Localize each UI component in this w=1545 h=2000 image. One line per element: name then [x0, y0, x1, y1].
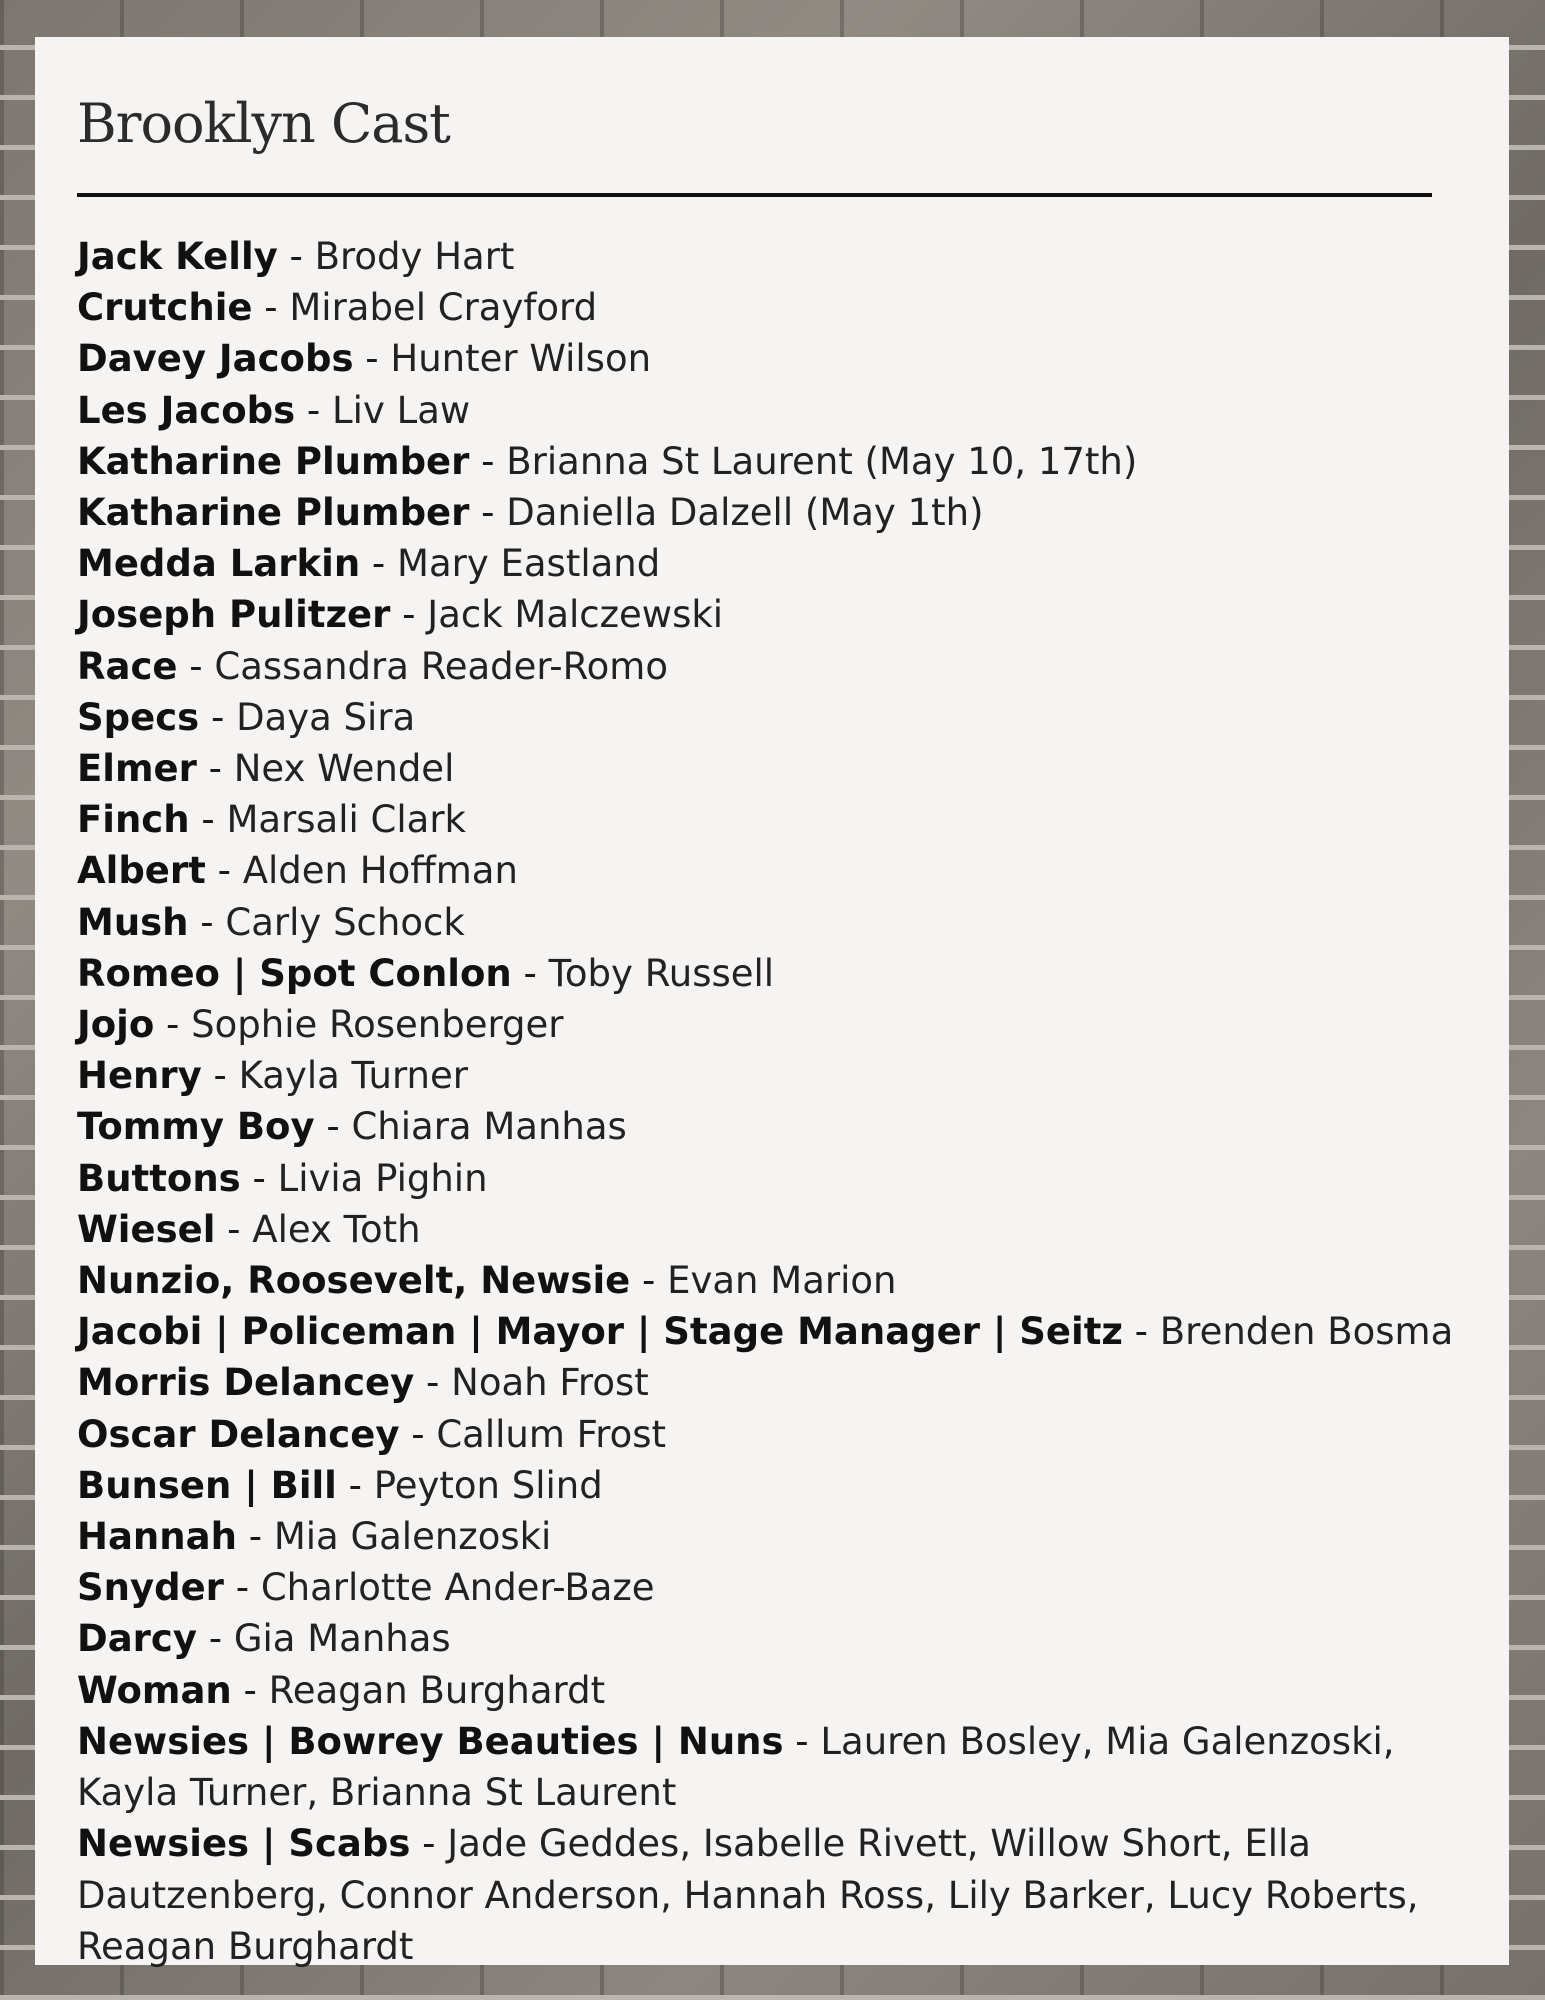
- actor-name: Gia Manhas: [233, 1617, 451, 1661]
- cast-entry: [77, 1050, 1477, 1101]
- role-name: Elmer: [77, 747, 197, 791]
- cast-entry: [77, 897, 1477, 948]
- actor-name: Alden Hoffman: [242, 849, 518, 893]
- cast-entry: [77, 743, 1477, 794]
- role-actor-separator: -: [189, 798, 227, 842]
- role-name: Joseph Pulitzer: [77, 593, 391, 637]
- role-name: Wiesel: [77, 1207, 216, 1251]
- role-actor-separator: -: [414, 1361, 452, 1405]
- actor-name: Alex Toth: [252, 1207, 421, 1251]
- role-name: Buttons: [77, 1156, 241, 1200]
- role-name: Henry: [77, 1054, 202, 1098]
- role-name: Crutchie: [77, 286, 253, 330]
- role-actor-separator: -: [390, 593, 428, 637]
- role-name: Woman: [77, 1668, 232, 1712]
- cast-entry: [77, 1204, 1477, 1255]
- role-actor-separator: -: [277, 235, 315, 278]
- cast-entry: [77, 1716, 1477, 1818]
- role-name: Albert: [77, 849, 206, 893]
- actor-name: Mia Galenzoski: [273, 1515, 552, 1559]
- cast-entry: [77, 1511, 1477, 1562]
- role-name: Snyder: [77, 1566, 224, 1610]
- role-actor-separator: -: [215, 1207, 253, 1251]
- role-actor-separator: -: [511, 951, 549, 995]
- role-name: Race: [77, 644, 178, 688]
- actor-name: Charlotte Ander-Baze: [260, 1566, 655, 1610]
- actor-name: Peyton Slind: [373, 1463, 603, 1507]
- role-actor-separator: -: [360, 542, 398, 586]
- role-name: Specs: [77, 695, 200, 739]
- cast-entry: [77, 845, 1477, 896]
- role-name: Nunzio, Roosevelt, Newsie: [77, 1259, 631, 1303]
- cast-entry: [77, 282, 1477, 333]
- role-actor-separator: -: [223, 1566, 261, 1610]
- role-actor-separator: -: [236, 1515, 274, 1559]
- cast-entry: [77, 1562, 1477, 1613]
- role-actor-separator: -: [783, 1719, 821, 1763]
- actor-name: Brody Hart: [314, 235, 515, 278]
- cast-sheet: [35, 37, 1509, 1968]
- role-name: Romeo | Spot Conlon: [77, 951, 512, 995]
- cast-entry: [77, 641, 1477, 692]
- cast-entry: [77, 436, 1477, 487]
- actor-name: Kayla Turner: [238, 1054, 468, 1098]
- cast-entry: [77, 589, 1477, 640]
- cast-entry: [77, 1255, 1477, 1306]
- role-name: Medda Larkin: [77, 542, 361, 586]
- role-name: Jacobi | Policeman | Mayor | Stage Manager | Seitz: [77, 1310, 1123, 1354]
- role-actor-separator: -: [295, 388, 333, 432]
- cast-entry: [77, 231, 1477, 282]
- actor-name: Lauren Bosley, Mia Galenzoski, Kayla Turner, Brianna St Laurent: [77, 1719, 1395, 1815]
- role-actor-separator: -: [336, 1463, 374, 1507]
- role-actor-separator: -: [630, 1259, 668, 1303]
- role-name: Les Jacobs: [77, 388, 296, 432]
- role-actor-separator: -: [469, 491, 507, 535]
- role-actor-separator: -: [314, 1105, 352, 1149]
- title-divider: [77, 193, 1432, 197]
- role-name: Newsies | Bowrey Beauties | Nuns: [77, 1719, 784, 1763]
- role-name: Morris Delancey: [77, 1361, 415, 1405]
- actor-name: Hunter Wilson: [390, 337, 652, 381]
- cast-entry: [77, 999, 1477, 1050]
- role-actor-separator: -: [231, 1668, 269, 1712]
- actor-name: Jade Geddes, Isabelle Rivett, Willow Short, Ella Dautzenberg, Connor Anderson, Hannah Ross, Lily Barker, Lucy Roberts, Reagan Burghardt: [77, 1822, 1419, 1968]
- cast-entry: [77, 385, 1477, 436]
- role-actor-separator: -: [154, 1003, 192, 1047]
- role-name: Darcy: [77, 1617, 197, 1661]
- actor-name: Mirabel Crayford: [289, 286, 598, 330]
- actor-name: Carly Schock: [225, 900, 465, 944]
- role-name: Jack Kelly: [77, 235, 278, 278]
- page-title: Brooklyn Cast: [77, 92, 450, 155]
- role-name: Davey Jacobs: [77, 337, 354, 381]
- role-actor-separator: -: [201, 1054, 239, 1098]
- role-actor-separator: -: [353, 337, 391, 381]
- role-actor-separator: -: [196, 747, 234, 791]
- role-actor-separator: -: [410, 1822, 448, 1866]
- role-name: Oscar Delancey: [77, 1412, 400, 1456]
- actor-name: Jack Malczewski: [427, 593, 724, 637]
- actor-name: Callum Frost: [436, 1412, 667, 1456]
- cast-entry: [77, 1357, 1477, 1408]
- role-actor-separator: -: [196, 1617, 234, 1661]
- cast-entry: [77, 1613, 1477, 1664]
- role-name: Finch: [77, 798, 190, 842]
- role-name: Bunsen | Bill: [77, 1463, 337, 1507]
- cast-entry: [77, 692, 1477, 743]
- role-actor-separator: -: [252, 286, 290, 330]
- actor-name: Mary Eastland: [397, 542, 661, 586]
- role-name: Jojo: [77, 1003, 155, 1047]
- actor-name: Sophie Rosenberger: [191, 1003, 564, 1047]
- actor-name: Cassandra Reader-Romo: [214, 644, 668, 688]
- actor-name: Chiara Manhas: [351, 1105, 627, 1149]
- actor-name: Brenden Bosma: [1159, 1310, 1454, 1354]
- actor-name: Evan Marion: [667, 1259, 897, 1303]
- actor-name: Marsali Clark: [226, 798, 466, 842]
- cast-entry: [77, 333, 1477, 384]
- role-actor-separator: -: [177, 644, 215, 688]
- cast-entry: [77, 1153, 1477, 1204]
- actor-name: Noah Frost: [451, 1361, 649, 1405]
- actor-name: Daniella Dalzell (May 1th): [506, 491, 984, 535]
- actor-name: Nex Wendel: [233, 747, 455, 791]
- cast-entry: [77, 1409, 1477, 1460]
- cast-entry: [77, 538, 1477, 589]
- role-actor-separator: -: [399, 1412, 437, 1456]
- actor-name: Liv Law: [332, 388, 471, 432]
- role-name: Mush: [77, 900, 189, 944]
- role-actor-separator: -: [188, 900, 226, 944]
- cast-list: [77, 231, 1477, 1972]
- actor-name: Brianna St Laurent (May 10, 17th): [506, 439, 1138, 483]
- cast-entry: [77, 794, 1477, 845]
- actor-name: Daya Sira: [236, 695, 416, 739]
- cast-entry: [77, 1818, 1477, 1972]
- actor-name: Reagan Burghardt: [268, 1668, 606, 1712]
- cast-entry: [77, 487, 1477, 538]
- role-actor-separator: -: [199, 695, 237, 739]
- role-name: Newsies | Scabs: [77, 1822, 411, 1866]
- role-actor-separator: -: [1122, 1310, 1160, 1354]
- role-name: Hannah: [77, 1515, 237, 1559]
- role-actor-separator: -: [240, 1156, 278, 1200]
- actor-name: Toby Russell: [548, 951, 775, 995]
- role-actor-separator: -: [469, 439, 507, 483]
- cast-entry: [77, 1101, 1477, 1152]
- cast-entry: [77, 1665, 1477, 1716]
- cast-entry: [77, 1460, 1477, 1511]
- role-name: Tommy Boy: [77, 1105, 315, 1149]
- role-actor-separator: -: [205, 849, 243, 893]
- actor-name: Livia Pighin: [277, 1156, 488, 1200]
- role-name: Katharine Plumber: [77, 491, 470, 535]
- role-name: Katharine Plumber: [77, 439, 470, 483]
- cast-entry: [77, 948, 1477, 999]
- cast-entry: [77, 1306, 1477, 1357]
